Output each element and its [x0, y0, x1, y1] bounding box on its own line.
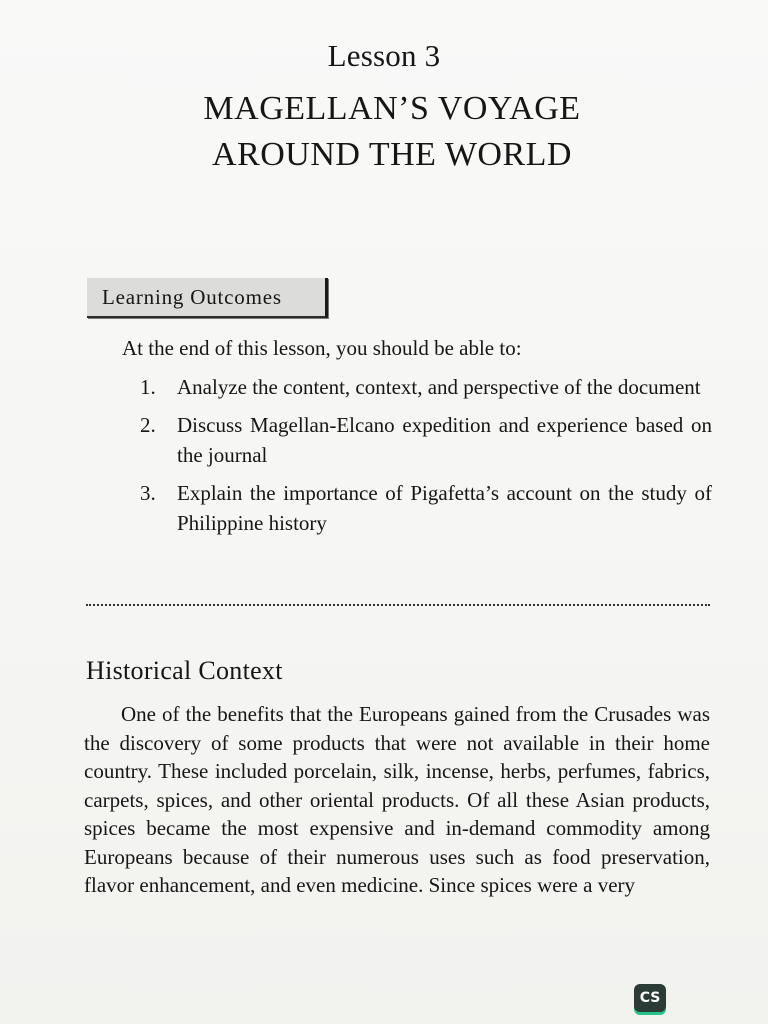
learning-outcomes-list [140, 372, 712, 546]
list-item [140, 372, 712, 402]
list-item-text: Explain the importance of Pigafetta’s account on the study of Philippine history [177, 481, 712, 535]
historical-context-paragraph: One of the benefits that the Europeans gained from the Crusades was the discovery of some products that were not available in their home country. These included porcelain, silk, incense, herbs, perfumes, fabrics, carpets, spices, and other oriental products. Of all these Asian products, spices became the most expensive and in-demand commodity among Europeans because of their numerous uses such as food preservation, flavor enhancement, and even medicine. Since spices were a very [84, 702, 710, 897]
lesson-title-line-1: MAGELLAN’S VOYAGE [203, 90, 581, 127]
list-item [140, 410, 712, 470]
learning-outcomes-intro: At the end of this lesson, you should be able to: [122, 336, 522, 360]
lesson-title [0, 86, 768, 178]
dotted-divider [86, 604, 710, 606]
list-item-text: Analyze the content, context, and perspective of the document [177, 375, 701, 399]
learning-outcomes-heading-box [87, 278, 328, 318]
list-item-number: 3. [140, 481, 156, 505]
list-item-number: 1. [140, 375, 156, 399]
list-item-text: Discuss Magellan-Elcano expedition and experience based on the journal [177, 413, 712, 467]
list-item [140, 478, 712, 538]
camscanner-logo: CS [634, 984, 666, 1012]
historical-context-heading: Historical Context [86, 656, 283, 685]
lesson-number: Lesson 3 [327, 38, 441, 73]
learning-outcomes-heading: Learning Outcomes [102, 285, 282, 309]
list-item-number: 2. [140, 413, 156, 437]
lesson-title-line-2: AROUND THE WORLD [212, 136, 572, 173]
